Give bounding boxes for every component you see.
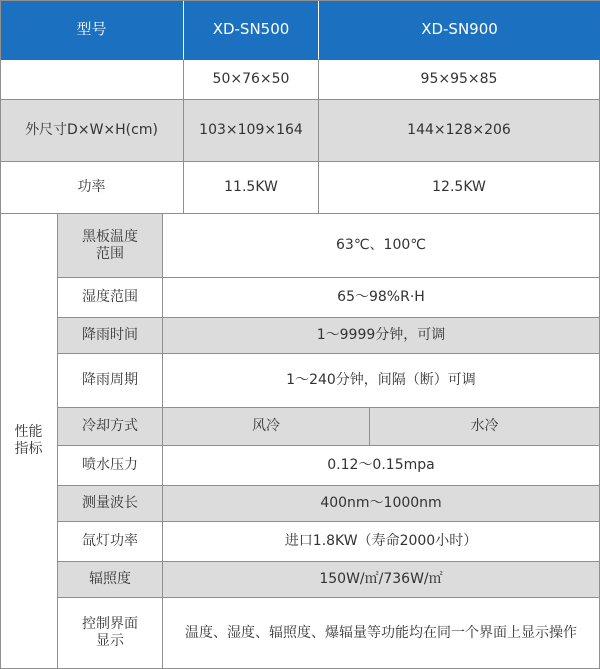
spray-pressure-label: 喷水压力 [58,446,163,486]
humidity-range-label: 湿度范围 [58,278,163,318]
power-label: 功率 [0,162,184,214]
spray-pressure-value: 0.12～0.15mpa [163,446,600,486]
cooling-method-label: 冷却方式 [58,408,163,446]
model-b-header: XD-SN900 [319,0,600,60]
xenon-power-value: 进口1.8KW（寿命2000小时） [163,522,600,562]
rain-cycle-value: 1～240分钟，间隔（断）可调 [163,354,600,408]
model-a-header: XD-SN500 [184,0,319,60]
black-panel-temp-value: 63℃、100℃ [163,214,600,278]
wavelength-value: 400nm～1000nm [163,486,600,522]
irradiance-label: 辐照度 [58,562,163,598]
control-display-label: 控制界面 显示 [58,598,163,669]
xenon-power-label: 氙灯功率 [58,522,163,562]
control-display-value: 温度、湿度、辐照度、爆辐量等功能均在同一个界面上显示操作 [163,598,600,669]
rain-time-value: 1～9999分钟，可调 [163,318,600,354]
outer-size-b: 144×128×206 [319,100,600,162]
outer-size-label: 外尺寸D×W×H(cm) [0,100,184,162]
cooling-method-air: 风冷 [163,408,370,446]
model-header-label: 型号 [0,0,184,60]
irradiance-value: 150W/㎡/736W/㎡ [163,562,600,598]
wavelength-label: 测量波长 [58,486,163,522]
rain-cycle-label: 降雨周期 [58,354,163,408]
inner-size-label [0,60,184,100]
cooling-method-water: 水冷 [370,408,600,446]
power-a: 11.5KW [184,162,319,214]
inner-size-a: 50×76×50 [184,60,319,100]
inner-size-b: 95×95×85 [319,60,600,100]
rain-time-label: 降雨时间 [58,318,163,354]
outer-size-a: 103×109×164 [184,100,319,162]
humidity-range-value: 65～98%R·H [163,278,600,318]
power-b: 12.5KW [319,162,600,214]
black-panel-temp-label: 黑板温度 范围 [58,214,163,278]
performance-group-label: 性能 指标 [0,214,58,669]
